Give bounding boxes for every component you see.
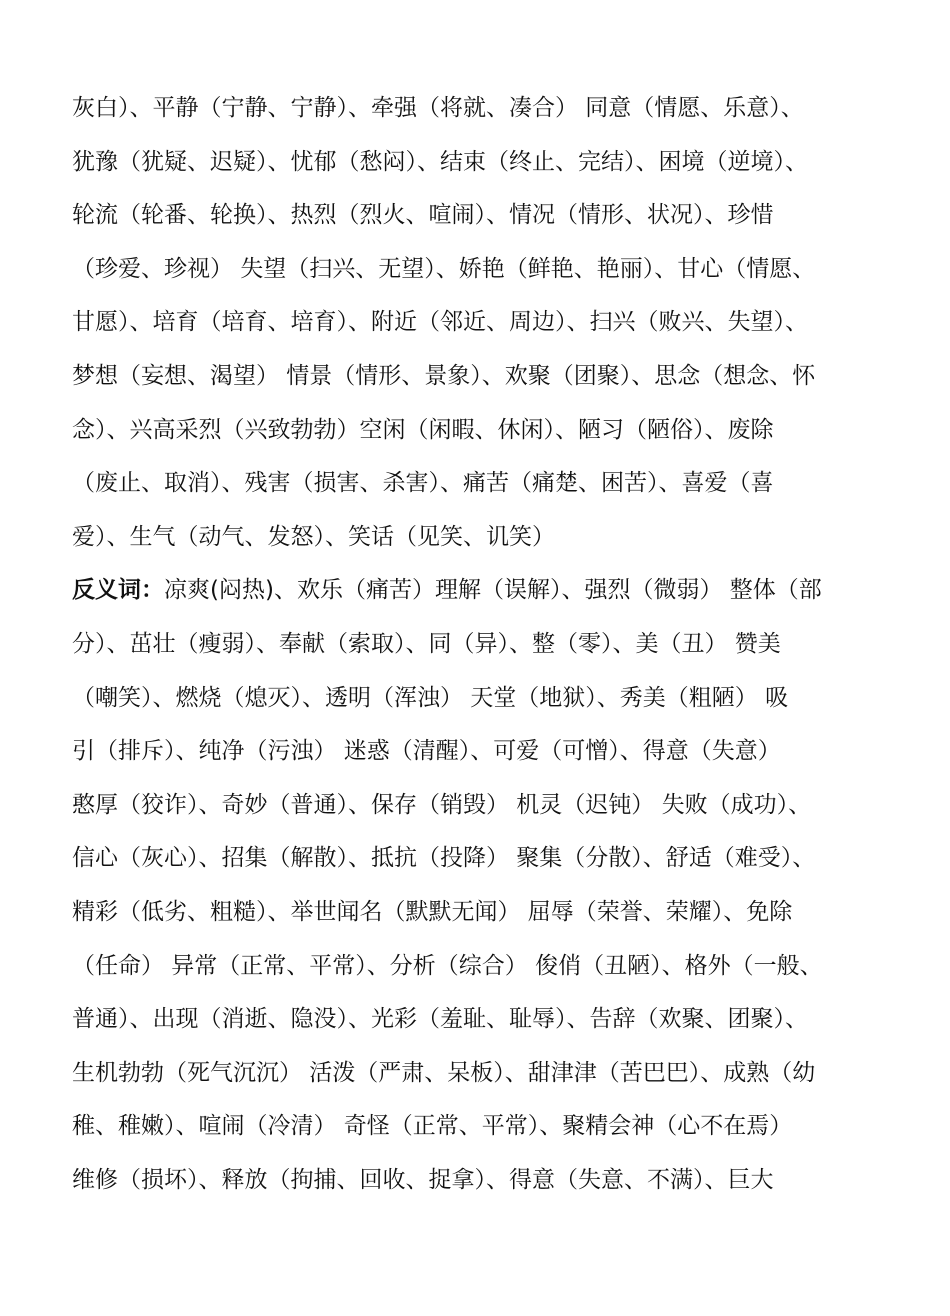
antonym-heading-line [72,564,892,618]
antonym-line: 稚、稚嫩）、喧闹（冷清） 奇怪（正常、平常）、聚精会神（心不在焉） [72,1113,793,1140]
antonym-line: 精彩（低劣、粗糙）、举世闻名（默默无闻） 屈辱（荣誉、荣耀）、免除 [72,898,793,925]
synonym-line: （废止、取消）、残害（损害、杀害）、痛苦（痛楚、困苦）、喜爱（喜 [72,470,774,497]
antonym-line: 分）、茁壮（瘦弱）、奉献（索取）、同（异）、整（零）、美（丑） 赞美 [72,630,781,657]
synonym-line: 犹豫（犹疑、迟疑）、忧郁（愁闷）、结束（终止、完结）、困境（逆境）、 [72,148,808,175]
antonym-line: （任命） 异常（正常、平常）、分析（综合） 俊俏（丑陋）、格外（一般、 [72,952,823,979]
document-page [72,82,892,1207]
antonym-label: 反义词： [72,577,164,604]
synonym-line: 灰白）、平静（宁静、宁静）、牵强（将就、凑合） 同意（情愿、乐意）、 [72,95,804,121]
antonym-line: 信心（灰心）、招集（解散）、抵抗（投降） 聚集（分散）、舒适（难受）、 [72,845,816,872]
antonym-line: 憨厚（狡诈）、奇妙（普通）、保存（销毁） 机灵（迟钝） 失败（成功）、 [72,791,812,818]
antonym-line: 普通）、出现（消逝、隐没）、光彩（羞耻、耻辱）、告辞（欢聚、团聚）、 [72,1006,808,1033]
synonym-line: 念）、兴高采烈（兴致勃勃）空闲（闲暇、休闲）、陋习（陋俗）、废除 [72,416,774,443]
synonym-line: 梦想（妄想、渴望） 情景（情形、景象）、欢聚（团聚）、思念（想念、怀 [72,362,816,389]
synonym-line: 轮流（轮番、轮换）、热烈（烈火、喧闹）、情况（情形、状况）、珍惜 [72,202,774,229]
synonym-line: （珍爱、珍视） 失望（扫兴、无望）、娇艳（鲜艳、艳丽）、甘心（情愿、 [72,255,816,282]
synonym-line: 爱）、生气（动气、发怒）、笑话（见笑、讥笑） [72,523,555,550]
antonym-line: （嘲笑）、燃烧（熄灭）、透明（浑浊） 天堂（地狱）、秀美（粗陋） 吸 [72,684,789,711]
antonym-first-text: 凉爽(闷热)、欢乐（痛苦）理解（误解）、强烈（微弱） 整体（部 [164,577,822,604]
synonym-line: 甘愿）、培育（培育、培育）、附近（邻近、周边）、扫兴（败兴、失望）、 [72,309,808,336]
antonym-line: 生机勃勃（死气沉沉） 活泼（严肃、呆板）、甜津津（苦巴巴）、成熟（幼 [72,1059,816,1086]
antonym-line: 维修（损坏）、释放（拘捕、回收、捉拿）、得意（失意、不满）、巨大 [72,1166,774,1193]
antonym-line: 引（排斥）、纯净（污浊） 迷惑（清醒）、可爱（可憎）、得意（失意） [72,738,781,765]
